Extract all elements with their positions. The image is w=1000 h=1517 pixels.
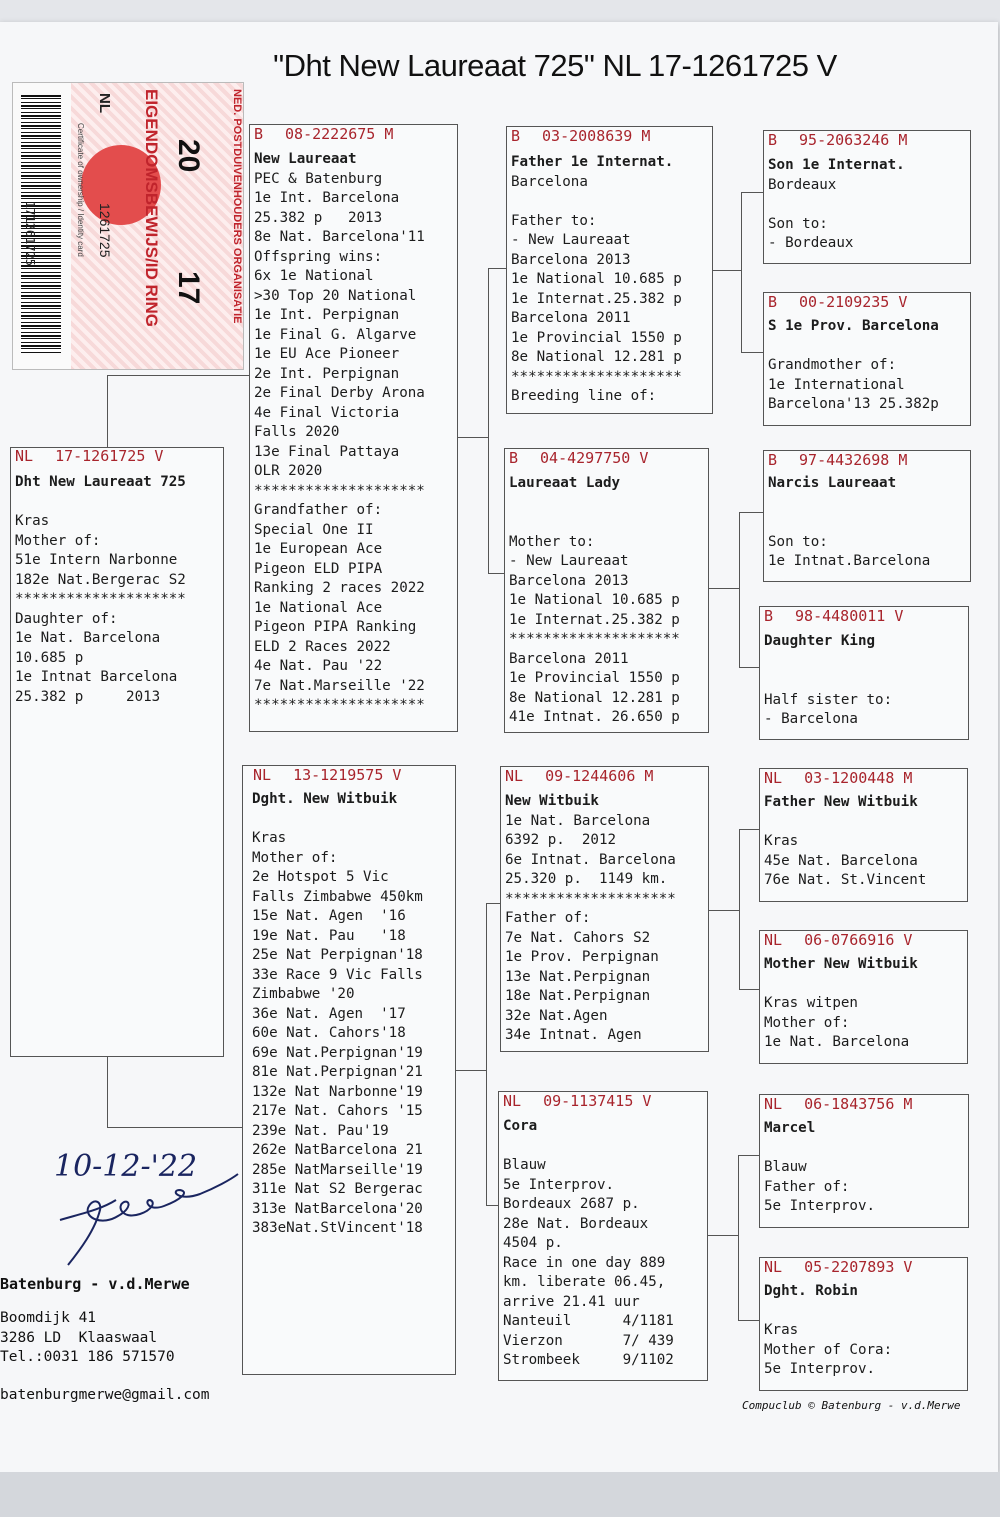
connector (709, 910, 739, 911)
box-line: Zimbabwe '20 (252, 986, 355, 1002)
box-line: 34e Intnat. Agen (505, 1027, 642, 1043)
box-line: Vierzon 7/ 439 (503, 1332, 674, 1349)
connector (456, 1070, 486, 1071)
box-line: 19e Nat. Pau '18 (252, 927, 406, 944)
pigeon-box-fmf (763, 450, 971, 582)
box-line (764, 671, 892, 691)
box-line: Mother of: (15, 532, 101, 549)
box-line: 1e EU Ace Pioneer (254, 346, 400, 362)
ring-fine-text: Certificate of ownership / Identity card (76, 123, 85, 257)
signature (40, 1140, 240, 1279)
box-line: 81e Nat.Perpignan'21 (252, 1064, 423, 1080)
box-lines (254, 150, 425, 716)
pigeon-box-fff (763, 130, 971, 264)
box-header: NL 13-1219575 V (253, 766, 402, 784)
box-line: Father of: (505, 910, 591, 926)
box-line: Special One II (254, 521, 374, 538)
box-line: 13e Nat.Perpignan (505, 968, 651, 985)
box-lines (768, 156, 905, 254)
box-header: B 97-4432698 M (768, 451, 908, 469)
owner-city: 3286 LD Klaaswaal (0, 1329, 158, 1346)
box-line: Father New Witbuik (764, 794, 918, 810)
connector (739, 829, 740, 989)
owner-address (0, 1275, 210, 1406)
box-line: Father 1e Internat. (511, 154, 674, 170)
box-line: Daughter King (764, 633, 876, 649)
box-line: Barcelona 2013 (509, 572, 629, 589)
box-line: 1e National 10.685 p (511, 271, 682, 287)
barcode-number: 171261725 (23, 201, 37, 267)
ring-number: 1261725 (97, 203, 113, 258)
box-line: 1e National 10.685 p (509, 592, 680, 608)
owner-name: Batenburg - v.d.Merwe (0, 1275, 190, 1293)
pigeon-box-mother-mother (498, 1091, 708, 1381)
box-lines (764, 793, 926, 891)
box-line: Son to: (768, 215, 828, 232)
box-line: ******************** (15, 591, 186, 607)
box-line: Bordeaux 2687 p. (503, 1196, 640, 1212)
box-line: Mother to: (509, 533, 595, 550)
box-lines (252, 790, 423, 1239)
box-line: ******************** (509, 631, 680, 647)
box-lines (764, 1282, 892, 1380)
box-header: NL 05-2207893 V (764, 1258, 913, 1276)
box-line: 25.382 p 2013 (15, 688, 161, 705)
svg-text:10-12-'22: 10-12-'22 (54, 1149, 198, 1184)
box-line: Kras (15, 513, 50, 529)
box-line (764, 652, 892, 672)
pigeon-box-father-mother (504, 448, 709, 733)
box-line: 132e Nat Narbonne'19 (252, 1083, 423, 1100)
box-line: - Bordeaux (768, 235, 854, 251)
box-line: Daughter of: (15, 610, 118, 627)
box-line: 33e Race 9 Vic Falls (252, 966, 423, 983)
box-lines (511, 153, 682, 407)
box-line: ******************** (511, 368, 682, 385)
box-line: 1e Int. Perpignan (254, 307, 400, 323)
box-line: 6392 p. 2012 (505, 832, 617, 848)
box-line: 15e Nat. Agen '16 (252, 908, 406, 924)
box-line: 36e Nat. Agen '17 (252, 1005, 406, 1022)
box-lines (768, 474, 930, 572)
box-line: 1e Final G. Algarve (254, 326, 417, 343)
box-line: >30 Top 20 National (254, 287, 417, 304)
box-line (768, 337, 939, 357)
pigeon-box-subject (10, 447, 224, 1057)
box-line (768, 494, 930, 514)
box-line: 76e Nat. St.Vincent (764, 872, 927, 888)
footer-credit: Compuclub © Batenburg - v.d.Merwe (742, 1399, 961, 1412)
box-line: 7e Nat.Marseille '22 (254, 677, 425, 694)
box-line: Falls 2020 (254, 424, 340, 440)
connector (709, 588, 739, 589)
box-line: Dght. Robin (764, 1283, 858, 1299)
owner-street: Boomdijk 41 (0, 1309, 97, 1326)
connector (739, 829, 759, 830)
connector (488, 573, 504, 574)
box-line: 69e Nat.Perpignan'19 (252, 1044, 423, 1061)
connector (486, 903, 487, 1205)
box-line: ******************** (254, 482, 425, 499)
signature-scribble (40, 1140, 240, 1275)
box-line: Father to: (511, 212, 597, 229)
box-line: - Barcelona (764, 711, 858, 727)
box-line: S 1e Prov. Barcelona (768, 318, 939, 334)
box-line: 25.320 p. 1149 km. (505, 871, 668, 887)
box-lines (505, 792, 676, 1046)
box-line: Strombeek 9/1102 (503, 1352, 674, 1368)
connector (741, 192, 742, 352)
connector (107, 375, 249, 376)
box-header: NL 03-1200448 M (764, 769, 913, 787)
connector (488, 268, 489, 573)
box-line (764, 1139, 875, 1159)
box-lines (764, 955, 918, 1053)
box-line: 32e Nat.Agen (505, 1007, 608, 1024)
box-line: Father of: (764, 1178, 850, 1195)
box-line (768, 513, 930, 533)
pigeon-box-mother-father (500, 766, 709, 1052)
box-line: 311e Nat S2 Bergerac (252, 1181, 423, 1197)
box-line: 1e Nat. Barcelona (764, 1034, 910, 1050)
box-line: 41e Intnat. 26.650 p (509, 709, 680, 725)
box-line: Falls Zimbabwe 450km (252, 888, 423, 905)
box-line: Barcelona (511, 173, 588, 190)
connector (741, 192, 763, 193)
owner-email[interactable]: batenburgmerwe@gmail.com (0, 1387, 210, 1404)
box-line: Kras (252, 830, 287, 846)
box-line: Mother of: (764, 1014, 850, 1031)
pigeon-box-mfm (759, 930, 968, 1064)
box-line: 262e NatBarcelona 21 (252, 1142, 423, 1158)
box-line: 2e Hotspot 5 Vic (252, 869, 389, 885)
box-line: Bordeaux (768, 176, 837, 193)
box-line: Grandmother of: (768, 357, 897, 373)
box-line: Blauw (764, 1159, 807, 1175)
ring-certificate (12, 82, 244, 370)
box-line: Dht New Laureaat 725 (15, 474, 186, 490)
box-line: 13e Final Pattaya (254, 443, 400, 460)
connector (486, 1205, 498, 1206)
box-line: Barcelona 2011 (509, 650, 629, 667)
box-header: NL 06-0766916 V (764, 931, 913, 949)
box-line: Son 1e Internat. (768, 157, 905, 173)
box-header: B 04-4297750 V (509, 449, 649, 467)
box-line: 1e Nat. Barcelona (505, 812, 651, 829)
box-line: Kras (764, 1322, 799, 1338)
pigeon-box-mmm (759, 1257, 968, 1391)
box-line: Half sister to: (764, 691, 893, 708)
box-line: 8e National 12.281 p (509, 689, 680, 706)
box-line: 313e NatBarcelona'20 (252, 1200, 423, 1217)
connector (486, 903, 500, 904)
box-line: Dght. New Witbuik (252, 791, 398, 807)
box-line: 5e Interprov. (764, 1198, 876, 1214)
box-line: Mother of: (252, 849, 338, 866)
box-header: B 03-2008639 M (511, 127, 651, 145)
box-line: 8e National 12.281 p (511, 349, 682, 365)
box-line: 25e Nat Perpignan'18 (252, 947, 423, 963)
box-line: 51e Intern Narbonne (15, 552, 178, 568)
box-header: B 95-2063246 M (768, 131, 908, 149)
box-header: B 00-2109235 V (768, 293, 908, 311)
box-line: Race in one day 889 (503, 1254, 666, 1271)
connector (713, 270, 741, 271)
box-line: - New Laureaat (509, 553, 629, 569)
box-line: ******************** (505, 890, 676, 907)
box-line (764, 1302, 892, 1322)
box-line: Ranking 2 races 2022 (254, 580, 425, 596)
box-line: 1e European Ace (254, 541, 383, 557)
box-line: Narcis Laureaat (768, 475, 897, 491)
box-header: B 08-2222675 M (254, 125, 394, 143)
box-line (509, 513, 680, 533)
ring-country: NL (96, 93, 113, 113)
box-line: 5e Interprov. (764, 1361, 876, 1377)
box-line: PEC & Batenburg (254, 170, 383, 187)
box-line: New Laureaat (254, 151, 357, 167)
box-line: Nanteuil 4/1181 (503, 1313, 674, 1329)
box-line: Pigeon ELD PIPA (254, 560, 383, 577)
pigeon-box-ffm (763, 292, 971, 426)
box-line: 239e Nat. Pau'19 (252, 1122, 389, 1139)
box-line: Barcelona 2013 (511, 251, 631, 268)
box-line: 2e Final Derby Arona (254, 385, 425, 401)
box-line: 1e Internat.25.382 p (509, 611, 680, 628)
connector (488, 268, 506, 269)
connector (107, 1057, 108, 1127)
box-line: Laureaat Lady (509, 475, 621, 491)
box-line: 1e Int. Barcelona (254, 190, 400, 206)
box-line: 4e Nat. Pau '22 (254, 658, 383, 674)
pigeon-box-fmm (759, 606, 969, 740)
ring-org-text: NED. POSTDUIVENHOUDERS ORGANISATIE (231, 89, 243, 324)
box-line (503, 1137, 674, 1157)
box-header: NL 17-1261725 V (15, 447, 164, 465)
box-line: 7e Nat. Cahors S2 (505, 929, 651, 946)
pigeon-box-father (249, 124, 458, 732)
box-line: 6e Intnat. Barcelona (505, 851, 676, 868)
box-line (509, 494, 680, 514)
box-line: - New Laureaat (511, 232, 631, 248)
box-header: NL 09-1137415 V (503, 1092, 652, 1110)
pigeon-box-mmf (759, 1094, 969, 1228)
box-line: 60e Nat. Cahors'18 (252, 1025, 406, 1041)
box-line: Pigeon PIPA Ranking (254, 619, 417, 635)
box-line: 8e Nat. Barcelona'11 (254, 229, 425, 245)
box-line (764, 813, 926, 833)
connector (739, 512, 763, 513)
box-line: 383eNat.StVincent'18 (252, 1220, 423, 1236)
connector (708, 1235, 738, 1236)
connector (458, 437, 488, 438)
pigeon-box-mff (759, 768, 968, 902)
box-line: 1e International (768, 376, 905, 393)
box-line (764, 975, 918, 995)
box-line (768, 195, 905, 215)
box-line: Mother New Witbuik (764, 956, 918, 972)
box-line: 10.685 p (15, 649, 84, 666)
box-line: Kras (764, 833, 799, 849)
connector (738, 1155, 739, 1320)
connector (738, 1320, 759, 1321)
box-line: Son to: (768, 533, 828, 550)
connector (107, 375, 108, 448)
box-line: 18e Nat.Perpignan (505, 988, 651, 1004)
connector (739, 512, 740, 667)
box-header: NL 06-1843756 M (764, 1095, 913, 1113)
page-title: "Dht New Laureaat 725" NL 17-1261725 V (273, 48, 837, 83)
owner-phone: Tel.:0031 186 571570 (0, 1349, 175, 1366)
box-line: Blauw (503, 1157, 546, 1173)
box-line: 28e Nat. Bordeaux (503, 1215, 649, 1232)
connector (739, 989, 759, 990)
table-surface (0, 1472, 1000, 1517)
box-line: 1e Intnat.Barcelona (768, 553, 931, 569)
box-line: Breeding line of: (511, 388, 657, 404)
box-lines (768, 317, 939, 415)
box-lines (15, 473, 186, 707)
box-line: 4e Final Victoria (254, 404, 400, 421)
box-line: 285e NatMarseille'19 (252, 1161, 423, 1178)
box-line: 25.382 p 2013 (254, 209, 383, 226)
pigeon-box-father-father (506, 126, 713, 414)
ring-year-a: 20 (172, 139, 205, 173)
box-line: 5e Interprov. (503, 1176, 615, 1193)
box-header: B 98-4480011 V (764, 607, 904, 625)
box-line: Barcelona 2011 (511, 310, 631, 326)
box-line: Barcelona'13 25.382p (768, 396, 939, 412)
connector (107, 1127, 242, 1128)
box-line: ******************** (254, 697, 425, 713)
box-line: New Witbuik (505, 793, 599, 809)
box-line: Mother of Cora: (764, 1341, 893, 1358)
box-line: 1e Internat.25.382 p (511, 290, 682, 307)
box-line: ELD 2 Races 2022 (254, 638, 391, 655)
box-line: arrive 21.41 uur (503, 1293, 640, 1310)
box-lines (764, 1119, 875, 1217)
box-line: 6x 1e National (254, 268, 374, 284)
box-lines (503, 1117, 674, 1371)
box-line (252, 810, 423, 830)
connector (738, 1155, 759, 1156)
box-lines (509, 474, 680, 728)
ring-doc-text: EIGENDOMSBEWIJS/ID RING (142, 89, 161, 328)
box-line: 1e Nat. Barcelona (15, 630, 161, 646)
box-line: 4504 p. (503, 1235, 563, 1251)
ring-year-b: 17 (172, 271, 205, 305)
box-line: 182e Nat.Bergerac S2 (15, 571, 186, 588)
box-header: NL 09-1244606 M (505, 767, 654, 785)
pigeon-box-mother (242, 765, 456, 1375)
box-line: 1e Intnat Barcelona (15, 669, 178, 685)
connector (739, 667, 759, 668)
box-line: 1e Provincial 1550 p (509, 670, 680, 686)
box-line: Cora (503, 1118, 538, 1134)
box-line: 217e Nat. Cahors '15 (252, 1103, 423, 1119)
box-line: Marcel (764, 1120, 816, 1136)
box-line: km. liberate 06.45, (503, 1274, 666, 1290)
box-line: 45e Nat. Barcelona (764, 852, 918, 869)
box-line: OLR 2020 (254, 463, 323, 479)
box-line (15, 493, 186, 513)
box-line: Offspring wins: (254, 248, 383, 265)
box-line: Grandfather of: (254, 502, 383, 518)
box-line: 1e Provincial 1550 p (511, 329, 682, 346)
box-line: 2e Int. Perpignan (254, 365, 400, 382)
box-lines (764, 632, 892, 730)
box-line: Kras witpen (764, 995, 858, 1011)
box-line: 1e Prov. Perpignan (505, 949, 659, 965)
box-line (511, 192, 682, 212)
box-line: 1e National Ace (254, 599, 383, 616)
connector (741, 352, 763, 353)
